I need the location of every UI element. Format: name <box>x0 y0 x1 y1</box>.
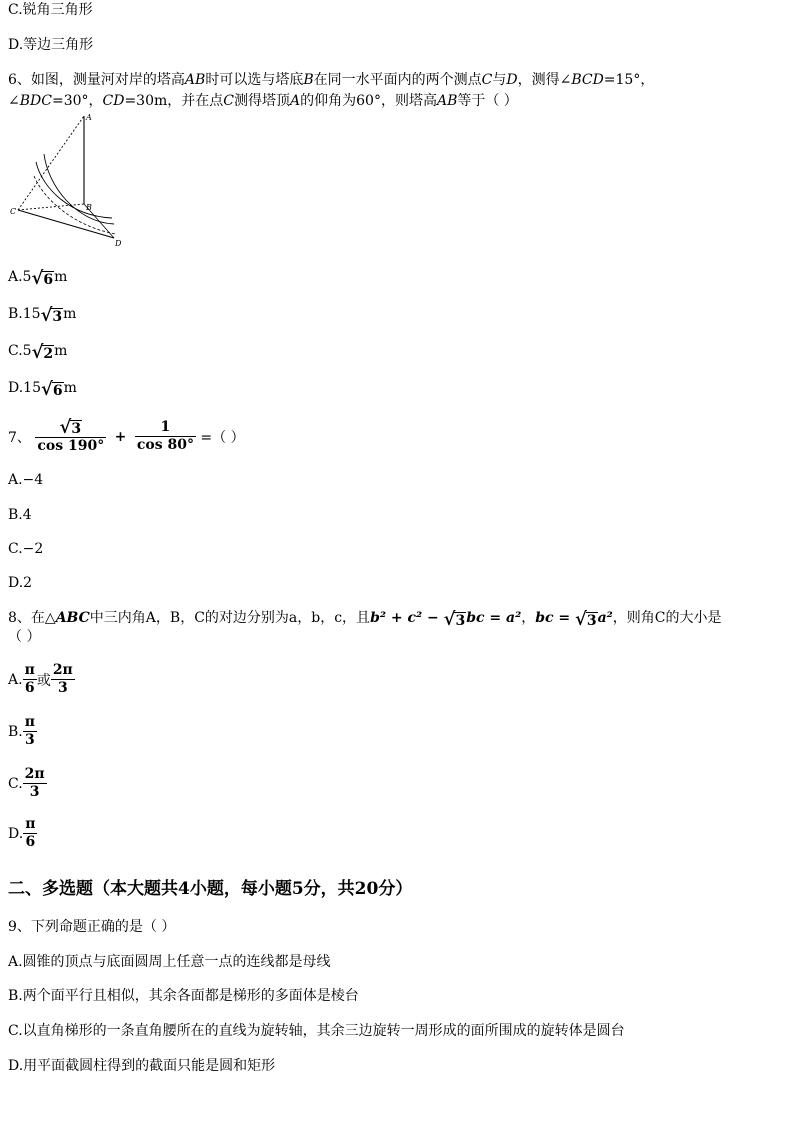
q8-option-d: D. $\frac{\pi}{6}$ <box>8 816 36 850</box>
q6-tower-figure <box>8 110 128 250</box>
q9-option-d: D.用平面截圆柱得到的截面只能是圆和矩形 <box>8 1058 276 1074</box>
q7-option-a: A.−4 <box>8 472 44 488</box>
q6-option-d: D.15 √ 6 m <box>8 379 77 400</box>
q7-option-d: D.2 <box>8 575 33 591</box>
figure-label-d: D <box>115 239 122 248</box>
q9-option-b: B.两个面平行且相似，其余各面都是梯形的多面体是棱台 <box>8 988 359 1004</box>
q8-stem-line1: 8、在△ABC中三内角A，B，C的对边分别为a，b，c，且b² + c² − √ 3 bc = a²，bc = √ 3 a²，则角C的大小是 <box>8 609 722 630</box>
q9-stem: 9、下列命题正确的是（ ） <box>8 919 176 935</box>
q6-option-a: A.5 √ 6 m <box>8 268 68 289</box>
q7-frac1: √ 3 cos 190° <box>37 417 105 454</box>
q6-stem-line2: ∠BDC=30°，CD=30m，并在点C测得塔顶A的仰角为60°，则塔高AB等于（ ） <box>8 93 518 109</box>
q8-option-c: C. $\frac{2\pi}{3}$ <box>8 766 45 800</box>
q5-option-d: D.等边三角形 <box>8 37 94 53</box>
q9-option-a: A.圆锥的顶点与底面圆周上任意一点的连线都是母线 <box>8 954 331 970</box>
section-title-multiple-choice: 二、多选题（本大题共4小题，每小题5分，共20分） <box>8 879 413 899</box>
q8-option-a: A. $\frac{\pi}{6}$ 或 $\frac{2\pi}{3}$ <box>8 662 73 696</box>
q7-frac2: $\frac{1}{\cos 80^\circ}$ <box>136 419 194 453</box>
q9-option-c: C.以直角梯形的一条直角腰所在的直线为旋转轴，其余三边旋转一周形成的面所围成的旋转体是圆台 <box>8 1023 625 1039</box>
q7-option-b: B.4 <box>8 507 32 523</box>
q6-option-c: C.5 √ 2 m <box>8 342 68 363</box>
q6-stem-line1: 6、如图，测量河对岸的塔高AB时可以选与塔底B在同一水平面内的两个测点C与D，测得∠BCD=15°， <box>8 72 655 88</box>
q7-option-c: C.−2 <box>8 541 44 557</box>
q8-stem-line2: （ ） <box>8 629 41 645</box>
q7-stem: 7、 √ 3 cos 190° + $\frac{1}{\cos 80^\circ}$ =（ ） <box>8 417 245 454</box>
figure-label-c: C <box>10 207 17 216</box>
q5-option-c: C.锐角三角形 <box>8 2 93 18</box>
figure-label-a: A <box>86 113 92 122</box>
q8-option-b: B. $\frac{\pi}{3}$ <box>8 714 35 748</box>
q6-option-b: B.15 √ 3 m <box>8 305 77 326</box>
figure-label-b: B <box>86 203 92 212</box>
